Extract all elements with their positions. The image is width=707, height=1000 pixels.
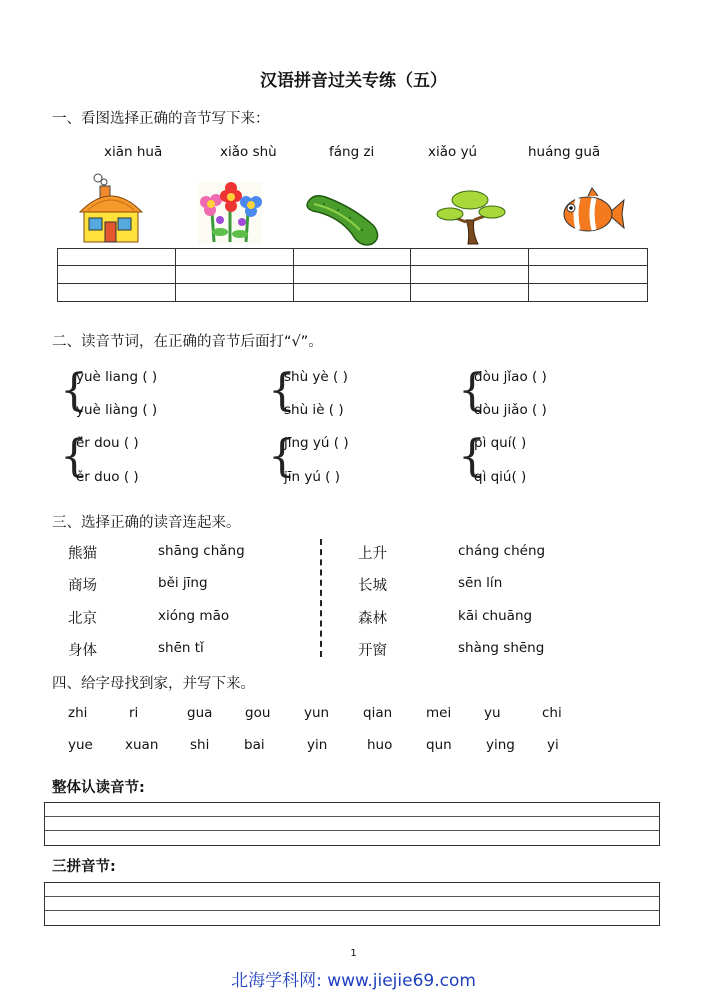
syllable: ying [486, 737, 515, 753]
syllable: chi [542, 705, 562, 721]
syllable: zhi [68, 705, 88, 721]
tree-icon [436, 186, 506, 246]
syllable: gou [245, 705, 271, 721]
choice-5a: jīng yú ( ) [284, 435, 349, 451]
choice-4a: ěr dou ( ) [76, 435, 139, 451]
brace-icon: { [268, 365, 296, 416]
match-pinyin: sēn lín [458, 575, 503, 591]
fish-icon [556, 186, 626, 244]
brace-icon: { [60, 365, 88, 416]
choice-6a: pì quí( ) [474, 435, 527, 451]
choice-4b: ěr duo ( ) [76, 469, 139, 485]
divider [320, 539, 322, 657]
syllable: qun [426, 737, 452, 753]
syllable: qian [363, 705, 393, 721]
writing-lines[interactable] [44, 882, 660, 926]
page-number: 1 [350, 948, 357, 959]
match-word: 熊猫 [68, 546, 97, 562]
brace-icon: { [268, 431, 296, 482]
match-word: 上升 [358, 546, 387, 562]
choice-1a: yuè liang ( ) [76, 369, 158, 385]
syllable: ri [129, 705, 139, 721]
pinyin-option-1: xiān huā [104, 144, 163, 160]
match-pinyin: cháng chéng [458, 543, 546, 559]
choice-3b: dòu jiǎo ( ) [474, 402, 547, 418]
section-1-heading: 一、看图选择正确的音节写下来： [52, 111, 270, 127]
footer-link[interactable]: 北海学科网: www.jiejie69.com [231, 971, 476, 991]
whole-syllable-label: 整体认读音节: [52, 780, 145, 796]
syllable: bai [244, 737, 265, 753]
syllable: shi [190, 737, 210, 753]
choice-3a: dòu jǐao ( ) [474, 369, 547, 385]
section-3-heading: 三、选择正确的读音连起来。 [52, 515, 241, 531]
choice-2b: shù iè ( ) [284, 402, 344, 418]
answer-grid[interactable] [57, 248, 648, 302]
match-word: 商场 [68, 578, 97, 594]
house-icon [76, 172, 146, 244]
match-pinyin: shēn tǐ [158, 640, 204, 656]
flowers-icon [198, 182, 262, 244]
match-pinyin: shàng shēng [458, 640, 545, 656]
match-word: 长城 [358, 578, 387, 594]
page-title: 汉语拼音过关专练（五） [260, 71, 447, 91]
writing-lines[interactable] [44, 802, 660, 846]
match-word: 身体 [68, 643, 97, 659]
pinyin-option-2: xiǎo shù [220, 144, 277, 160]
choice-5b: jīn yú ( ) [284, 469, 341, 485]
three-part-syllable-label: 三拼音节: [52, 859, 116, 875]
match-pinyin: shāng chǎng [158, 543, 245, 559]
syllable: gua [187, 705, 213, 721]
syllable: yin [307, 737, 328, 753]
syllable: huo [367, 737, 393, 753]
match-word: 森林 [358, 611, 387, 627]
pinyin-option-3: fáng zi [329, 144, 375, 160]
syllable: xuan [125, 737, 159, 753]
syllable: mei [426, 705, 452, 721]
choice-2a: shù yè ( ) [284, 369, 348, 385]
syllable: yu [484, 705, 501, 721]
section-2-heading: 二、读音节词，在正确的音节后面打“√”。 [52, 334, 323, 350]
syllable: yi [547, 737, 559, 753]
choice-1b: yuè liàng ( ) [76, 402, 158, 418]
choice-6b: qì qiú( ) [474, 469, 527, 485]
brace-icon: { [458, 431, 486, 482]
match-word: 北京 [68, 611, 97, 627]
match-pinyin: běi jīng [158, 575, 208, 591]
match-pinyin: xióng māo [158, 608, 230, 624]
brace-icon: { [60, 431, 88, 482]
cucumber-icon [304, 190, 382, 248]
syllable: yun [304, 705, 330, 721]
brace-icon: { [458, 365, 486, 416]
section-4-heading: 四、给字母找到家，并写下来。 [52, 676, 255, 692]
pinyin-option-4: xiǎo yú [428, 144, 478, 160]
syllable: yue [68, 737, 93, 753]
match-word: 开窗 [358, 643, 387, 659]
match-pinyin: kāi chuāng [458, 608, 533, 624]
pinyin-option-5: huáng guā [528, 144, 601, 160]
